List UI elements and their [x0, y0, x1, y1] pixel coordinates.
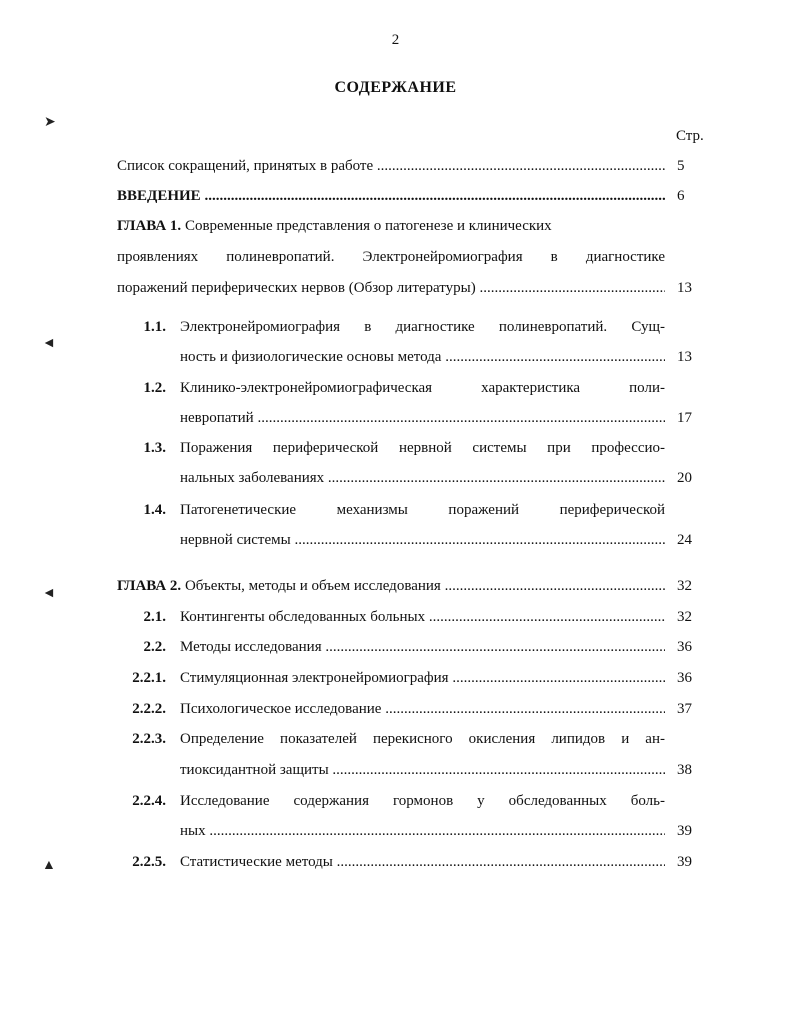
entry-text [117, 578, 665, 595]
chapter-label: ГЛАВА 1. [117, 218, 182, 234]
entry-text-line-1: Исследование содержания гормонов у обследованных боль- [180, 793, 665, 809]
entry-text: Стимуляционная электронейромиография ..... [180, 670, 665, 687]
toc-entry-1-4[interactable] [0, 502, 791, 533]
toc-entry-1-3-line-2 [0, 470, 791, 501]
page-column-header: Стр. [676, 128, 704, 144]
toc-entry-2-2-3-line-2 [0, 762, 791, 793]
entry-page: 36 [677, 670, 692, 686]
toc-entry-2-2-3[interactable] [0, 731, 791, 762]
entry-text: Контингенты обследованных больных ..... [180, 609, 665, 626]
toc-entry-1-2[interactable] [0, 380, 791, 411]
toc-entry-1-3[interactable] [0, 440, 791, 471]
toc-entry-2-2-4[interactable] [0, 793, 791, 824]
section-number: 2.2.4. [132, 793, 166, 809]
entry-page: 5 [677, 158, 685, 174]
entry-page: 13 [677, 280, 692, 296]
entry-page: 36 [677, 639, 692, 655]
section-number: 2.2.1. [132, 670, 166, 686]
entry-text-line-2: тиоксидантной защиты ..... [180, 762, 665, 779]
entry-text-line-1: Определение показателей перекисного окисления липидов и ан- [180, 731, 665, 747]
entry-text-line-2: ных ..... [180, 823, 665, 840]
entry-page: 39 [677, 854, 692, 870]
entry-page: 24 [677, 532, 692, 548]
toc-entry-introduction[interactable] [0, 188, 791, 219]
toc-entry-2-2-5[interactable] [0, 854, 791, 885]
section-number: 2.2. [143, 639, 166, 655]
entry-text: ВВЕДЕНИЕ ..... [117, 188, 665, 205]
toc-entry-1-4-line-2 [0, 532, 791, 563]
binder-hole-mark-icon: ▲ [42, 858, 56, 873]
entry-page: 38 [677, 762, 692, 778]
toc-entry-chapter-1-line-3 [0, 280, 791, 311]
toc-entry-2-2[interactable] [0, 639, 791, 670]
chapter-label: ГЛАВА 2. [117, 578, 182, 594]
entry-page: 32 [677, 609, 692, 625]
entry-text: Список сокращений, принятых в работе ..... [117, 158, 665, 175]
section-number: 1.4. [143, 502, 166, 518]
section-number: 2.2.3. [132, 731, 166, 747]
entry-text-line-1 [117, 218, 665, 235]
entry-page: 20 [677, 470, 692, 486]
toc-entry-2-1[interactable] [0, 609, 791, 640]
entry-text-line-2: ность и физиологические основы метода ..... [180, 349, 665, 366]
entry-text: Психологическое исследование ..... [180, 701, 665, 718]
entry-page: 17 [677, 410, 692, 426]
binder-hole-mark-icon: ➤ [44, 115, 56, 130]
section-number: 2.1. [143, 609, 166, 625]
toc-entry-2-2-2[interactable] [0, 701, 791, 732]
entry-page: 6 [677, 188, 685, 204]
toc-title: СОДЕРЖАНИЕ [334, 79, 457, 96]
entry-text-line-3: поражений периферических нервов (Обзор литературы) ..... [117, 280, 665, 297]
binder-hole-mark-icon: ◄ [42, 336, 56, 351]
entry-text-line-2: невропатий ..... [180, 410, 665, 427]
toc-entry-chapter-1[interactable] [0, 218, 791, 249]
section-number: 1.2. [143, 380, 166, 396]
section-number: 2.2.2. [132, 701, 166, 717]
entry-text-line-2: нальных заболеваниях ..... [180, 470, 665, 487]
page-number: 2 [391, 32, 400, 48]
entry-text-line-1: Клинико-электронейромиографическая характеристика поли- [180, 380, 665, 396]
binder-hole-mark-icon: ◄ [42, 586, 56, 601]
entry-page: 37 [677, 701, 692, 717]
entry-text-line-2: проявлениях полиневропатий. Электронейромиография в диагностике [117, 249, 665, 265]
entry-page: 32 [677, 578, 692, 594]
entry-page: 39 [677, 823, 692, 839]
entry-text-line-1: Поражения периферической нервной системы при профессио- [180, 440, 665, 456]
entry-text-line-1: Патогенетические механизмы поражений периферической [180, 502, 665, 518]
toc-entry-2-2-4-line-2 [0, 823, 791, 854]
toc-entry-1-1-line-2 [0, 349, 791, 380]
section-number: 1.1. [143, 319, 166, 335]
entry-text: Статистические методы ..... [180, 854, 665, 871]
toc-entry-chapter-1-line-2 [0, 249, 791, 280]
entry-text-line-1: Электронейромиография в диагностике полиневропатий. Сущ- [180, 319, 665, 335]
toc-entry-chapter-2[interactable] [0, 578, 791, 609]
toc-entry-1-1[interactable] [0, 319, 791, 350]
chapter-title: Объекты, методы и объем исследования [181, 578, 441, 594]
entry-text: Методы исследования ..... [180, 639, 665, 656]
toc-entry-1-2-line-2 [0, 410, 791, 441]
entry-page: 13 [677, 349, 692, 365]
chapter-title-part: Современные представления о патогенезе и клинических [181, 218, 552, 234]
section-number: 1.3. [143, 440, 166, 456]
toc-entry-abbreviations[interactable] [0, 158, 791, 189]
toc-entry-2-2-1[interactable] [0, 670, 791, 701]
section-number: 2.2.5. [132, 854, 166, 870]
entry-text-line-2: нервной системы ..... [180, 532, 665, 549]
